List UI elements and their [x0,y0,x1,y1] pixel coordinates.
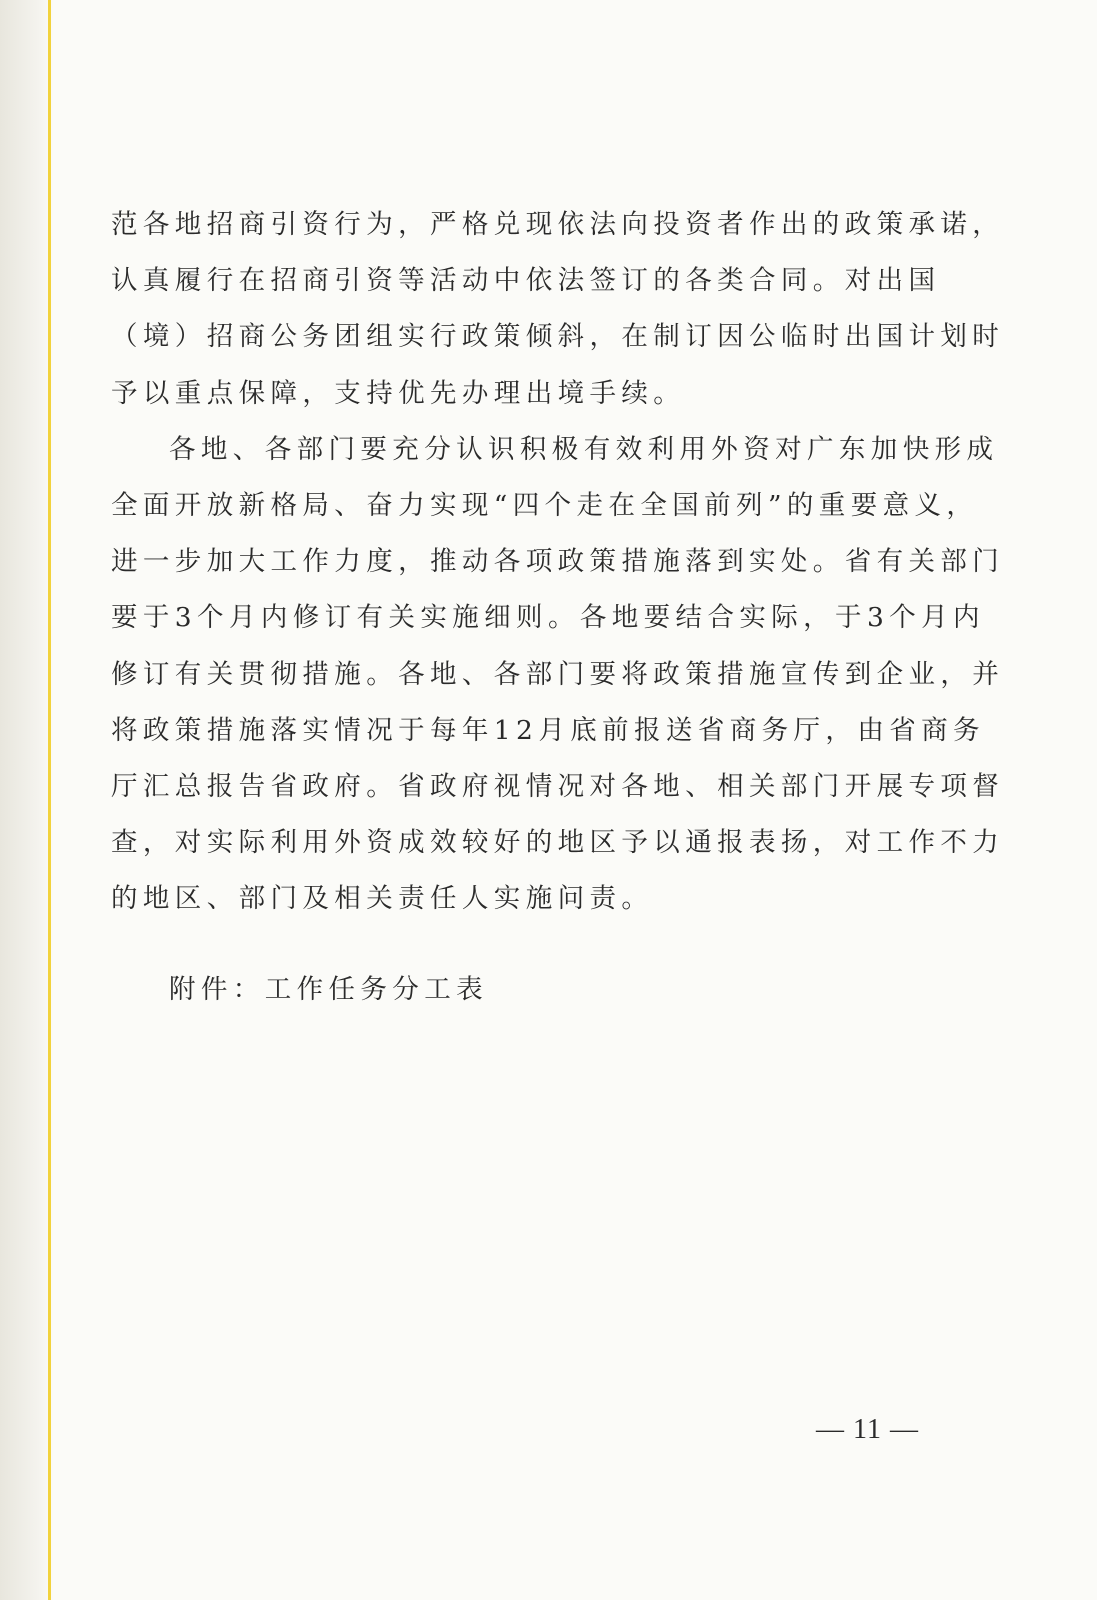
text-line: 范各地招商引资行为，严格兑现依法向投资者作出的政策承诺， [111,209,1005,240]
text-line: 全面开放新格局、奋力实现“四个走在全国前列”的重要意义， [111,490,979,522]
text-line: 的地区、部门及相关责任人实施问责。 [111,883,654,915]
paragraph-1 [111,197,1005,422]
binding-line [48,0,51,1600]
text-line: （境）招商公务团组实行政策倾斜，在制订因公临时出国计划时 [111,321,1005,353]
text-line: 进一步加大工作力度，推动各项政策措施落到实处。省有关部门 [111,546,1005,578]
attachment-note: 附件：工作任务分工表 [169,974,488,1005]
paragraph-2 [111,422,1005,928]
text-line: 厅汇总报告省政府。省政府视情况对各地、相关部门开展专项督 [111,771,1005,803]
text-line: 查，对实际利用外资成效较好的地区予以通报表扬，对工作不力 [111,827,1005,859]
text-line: 各地、各部门要充分认识积极有效利用外资对广东加快形成 [169,433,999,465]
page-number: — 11 — [816,1414,919,1445]
text-line: 认真履行在招商引资等活动中依法签订的各类合同。对出国 [111,265,941,297]
text-line: 要于3个月内修订有关实施细则。各地要结合实际，于3个月内 [111,602,985,634]
page-binding-edge [0,0,54,1600]
text-line: 予以重点保障，支持优先办理出境手续。 [111,377,686,409]
text-line: 将政策措施落实情况于每年12月底前报送省商务厅，由省商务 [111,714,985,746]
text-line: 修订有关贯彻措施。各地、各部门要将政策措施宣传到企业，并 [111,658,1005,690]
document-body [111,197,1005,928]
